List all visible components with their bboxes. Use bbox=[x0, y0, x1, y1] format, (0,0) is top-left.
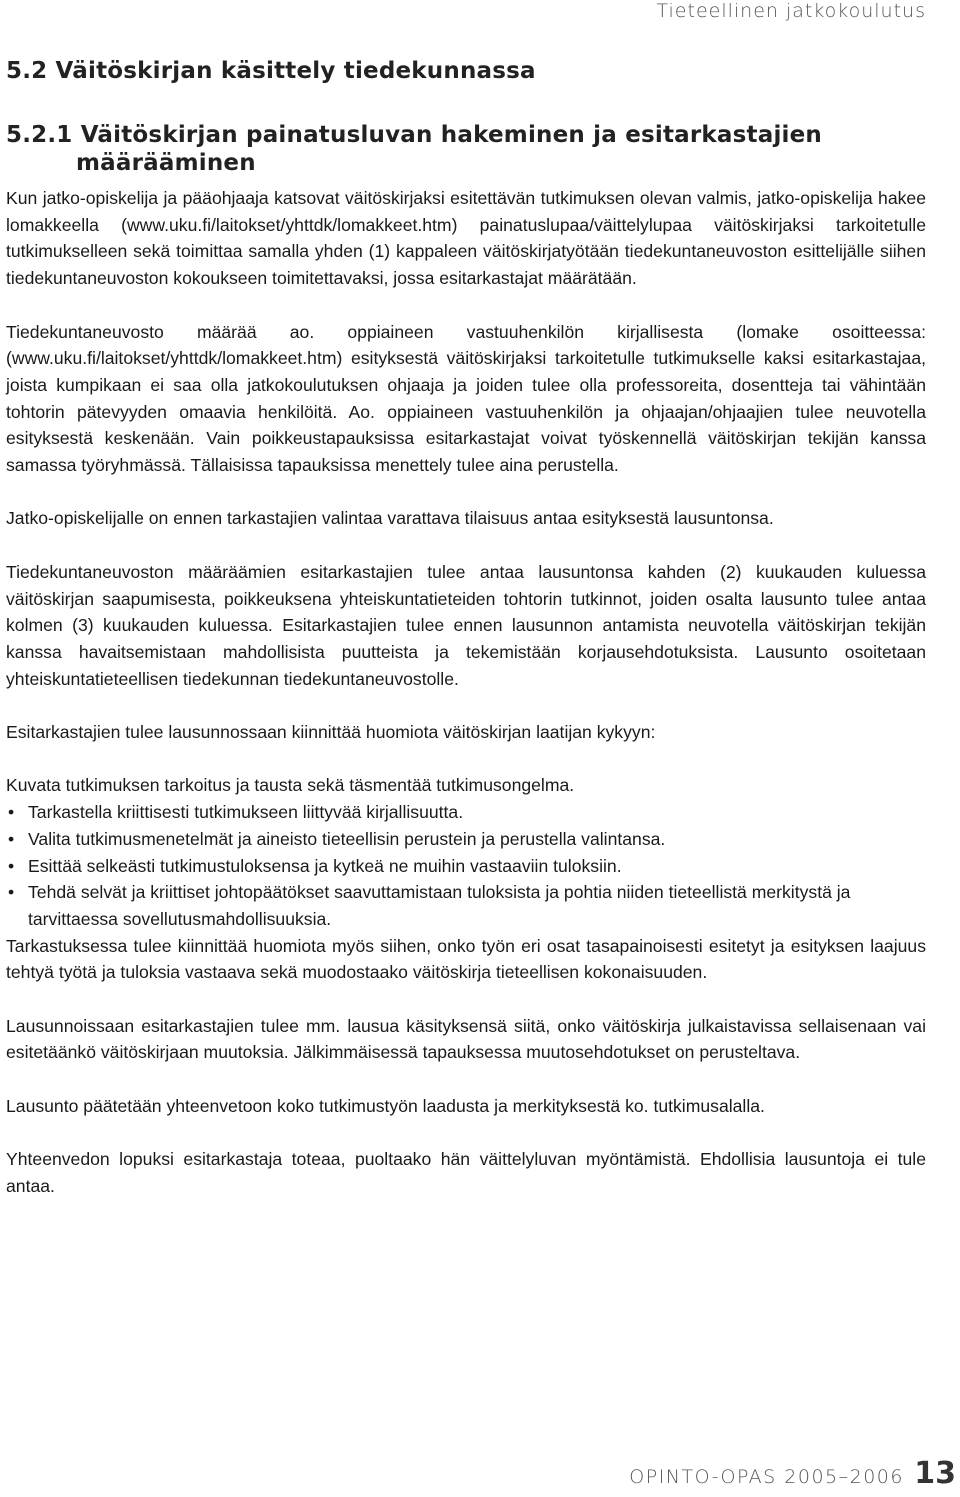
list-item bbox=[6, 826, 926, 853]
running-header: Tieteellinen jatkokoulutus bbox=[656, 0, 926, 22]
subsection-title-line-1: 5.2.1 Väitöskirjan painatusluvan hakeminen ja esitarkastajien bbox=[6, 122, 822, 148]
list-item bbox=[6, 799, 926, 826]
running-footer: OPINTO-OPAS 2005–2006 bbox=[629, 1466, 904, 1488]
paragraph-criteria-first: Kuvata tutkimuksen tarkoitus ja tausta sekä täsmentää tutkimusongelma. bbox=[6, 775, 575, 796]
subsection-title bbox=[6, 121, 906, 177]
list-item bbox=[6, 879, 926, 932]
paragraph-statement-deadline: Tiedekuntaneuvoston määräämien esitarkastajien tulee antaa lausuntonsa kahden (2) kuukauden kuluessa väitöskirjan saapumisesta, poikkeuksena yhteiskuntatieteiden tohtorin tutkinnot, joiden osalta lausunto tulee antaa kolmen (3) kuukauden kuluessa. Esitarkastajien tulee ennen lausunnon antamista neuvotella väitöskirjan tekijän kanssa havaitsemistaan mahdollisista puutteista ja tekemistään korjausehdotuksista. Lausunto osoitetaan yhteiskuntatieteellisen tiedekunnan tiedekuntaneuvostolle. bbox=[6, 561, 926, 689]
page-number: 13 bbox=[914, 1456, 956, 1491]
paragraph-recommendation: Yhteenvedon lopuksi esitarkastaja toteaa, puoltaako hän väittelyluvan myöntämistä. Ehdollisia lausuntoja ei tule antaa. bbox=[6, 1149, 926, 1196]
bullet-icon: • bbox=[8, 802, 15, 823]
subsection-title-line-2: määrääminen bbox=[76, 150, 256, 176]
paragraph-publishability: Lausunnoissaan esitarkastajien tulee mm. lausua käsityksensä siitä, onko väitöskirja julkaistavissa sellaisenaan vai esitetäänkö väitöskirjaan muutoksia. Jälkimmäisessä tapauksessa muutosehdotukset on perusteltava. bbox=[6, 1015, 926, 1063]
paragraph-summary: Lausunto päätetään yhteenvetoon koko tutkimustyön laadusta ja merkityksestä ko. tutkimusalalla. bbox=[6, 1095, 765, 1116]
list-item-text: Tarkastella kriittisesti tutkimukseen liittyvää kirjallisuutta. bbox=[28, 802, 464, 823]
body-text bbox=[6, 185, 926, 1226]
paragraph-criteria-intro: Esitarkastajien tulee lausunnossaan kiinnittää huomiota väitöskirjan laatijan kykyyn: bbox=[6, 722, 656, 742]
list-item-text: Valita tutkimusmenetelmät ja aineisto tieteellisin perustein ja perustella valintansa. bbox=[28, 828, 666, 849]
bullet-icon: • bbox=[8, 882, 15, 903]
paragraph-student-statement: Jatko-opiskelijalle on ennen tarkastajien valintaa varattava tilaisuus antaa esityksestä lausuntonsa. bbox=[6, 508, 774, 529]
bullet-icon: • bbox=[8, 828, 15, 849]
criteria-list bbox=[6, 799, 926, 933]
paragraph-application: Kun jatko-opiskelija ja pääohjaaja katsovat väitöskirjaksi esitettävän tutkimuksen olevan valmis, jatko-opiskelija hakee lomakkeella (www.uku.fi/laitokset/yhttdk/lomakkeet.htm) painatuslupaa/väittelylupaa väitöskirjaksi tarkoitetulle tutkimukselleen sekä toimittaa samalla yhden (1) kappaleen väitöskirjatyötään tiedekuntaneuvoston esittelijälle siihen tiedekuntaneuvoston kokoukseen toimitettavaksi, jossa esitarkastajat määrätään. bbox=[6, 188, 926, 289]
bullet-icon: • bbox=[8, 855, 15, 876]
paragraph-balance: Tarkastuksessa tulee kiinnittää huomiota myös siihen, onko työn eri osat tasapainoisesti esitetyt ja esityksen laajuus tehtyä työtä ja tuloksia vastaava sekä muodostaako väitöskirja tieteellisen kokonaisuuden. bbox=[6, 935, 926, 983]
list-item-text: Tehdä selvät ja kriittiset johtopäätökset saavuttamistaan tuloksista ja pohtia niiden tieteellistä merkitystä ja tarvittaessa sovellutusmahdollisuuksia. bbox=[28, 882, 851, 929]
section-title: 5.2 Väitöskirjan käsittely tiedekunnassa bbox=[6, 58, 536, 84]
list-item bbox=[6, 853, 926, 880]
list-item-text: Esittää selkeästi tutkimustuloksensa ja kytkeä ne muihin vastaaviin tuloksiin. bbox=[28, 855, 622, 876]
paragraph-examiners-appointment: Tiedekuntaneuvosto määrää ao. oppiaineen vastuuhenkilön kirjallisesta (lomake osoitteessa: (www.uku.fi/laitokset/yhttdk/lomakkeet.htm) esityksestä väitöskirjaksi tarkoitetulle tutkimukselle kaksi esitarkastajaa, joista kumpikaan ei saa olla jatkokoulutuksen ohjaaja ja joiden tulee olla professoreita, dosentteja tai vähintään tohtorin pätevyyden omaavia henkilöitä. Ao. oppiaineen vastuuhenkilön ja ohjaajan/ohjaajien tulee neuvotella esityksestä keskenään. Vain poikkeustapauksissa esitarkastajat voivat työskennellä väitöskirjan tekijän kanssa samassa työryhmässä. Tällaisissa tapauksissa menettely tulee aina perustella. bbox=[6, 321, 926, 476]
